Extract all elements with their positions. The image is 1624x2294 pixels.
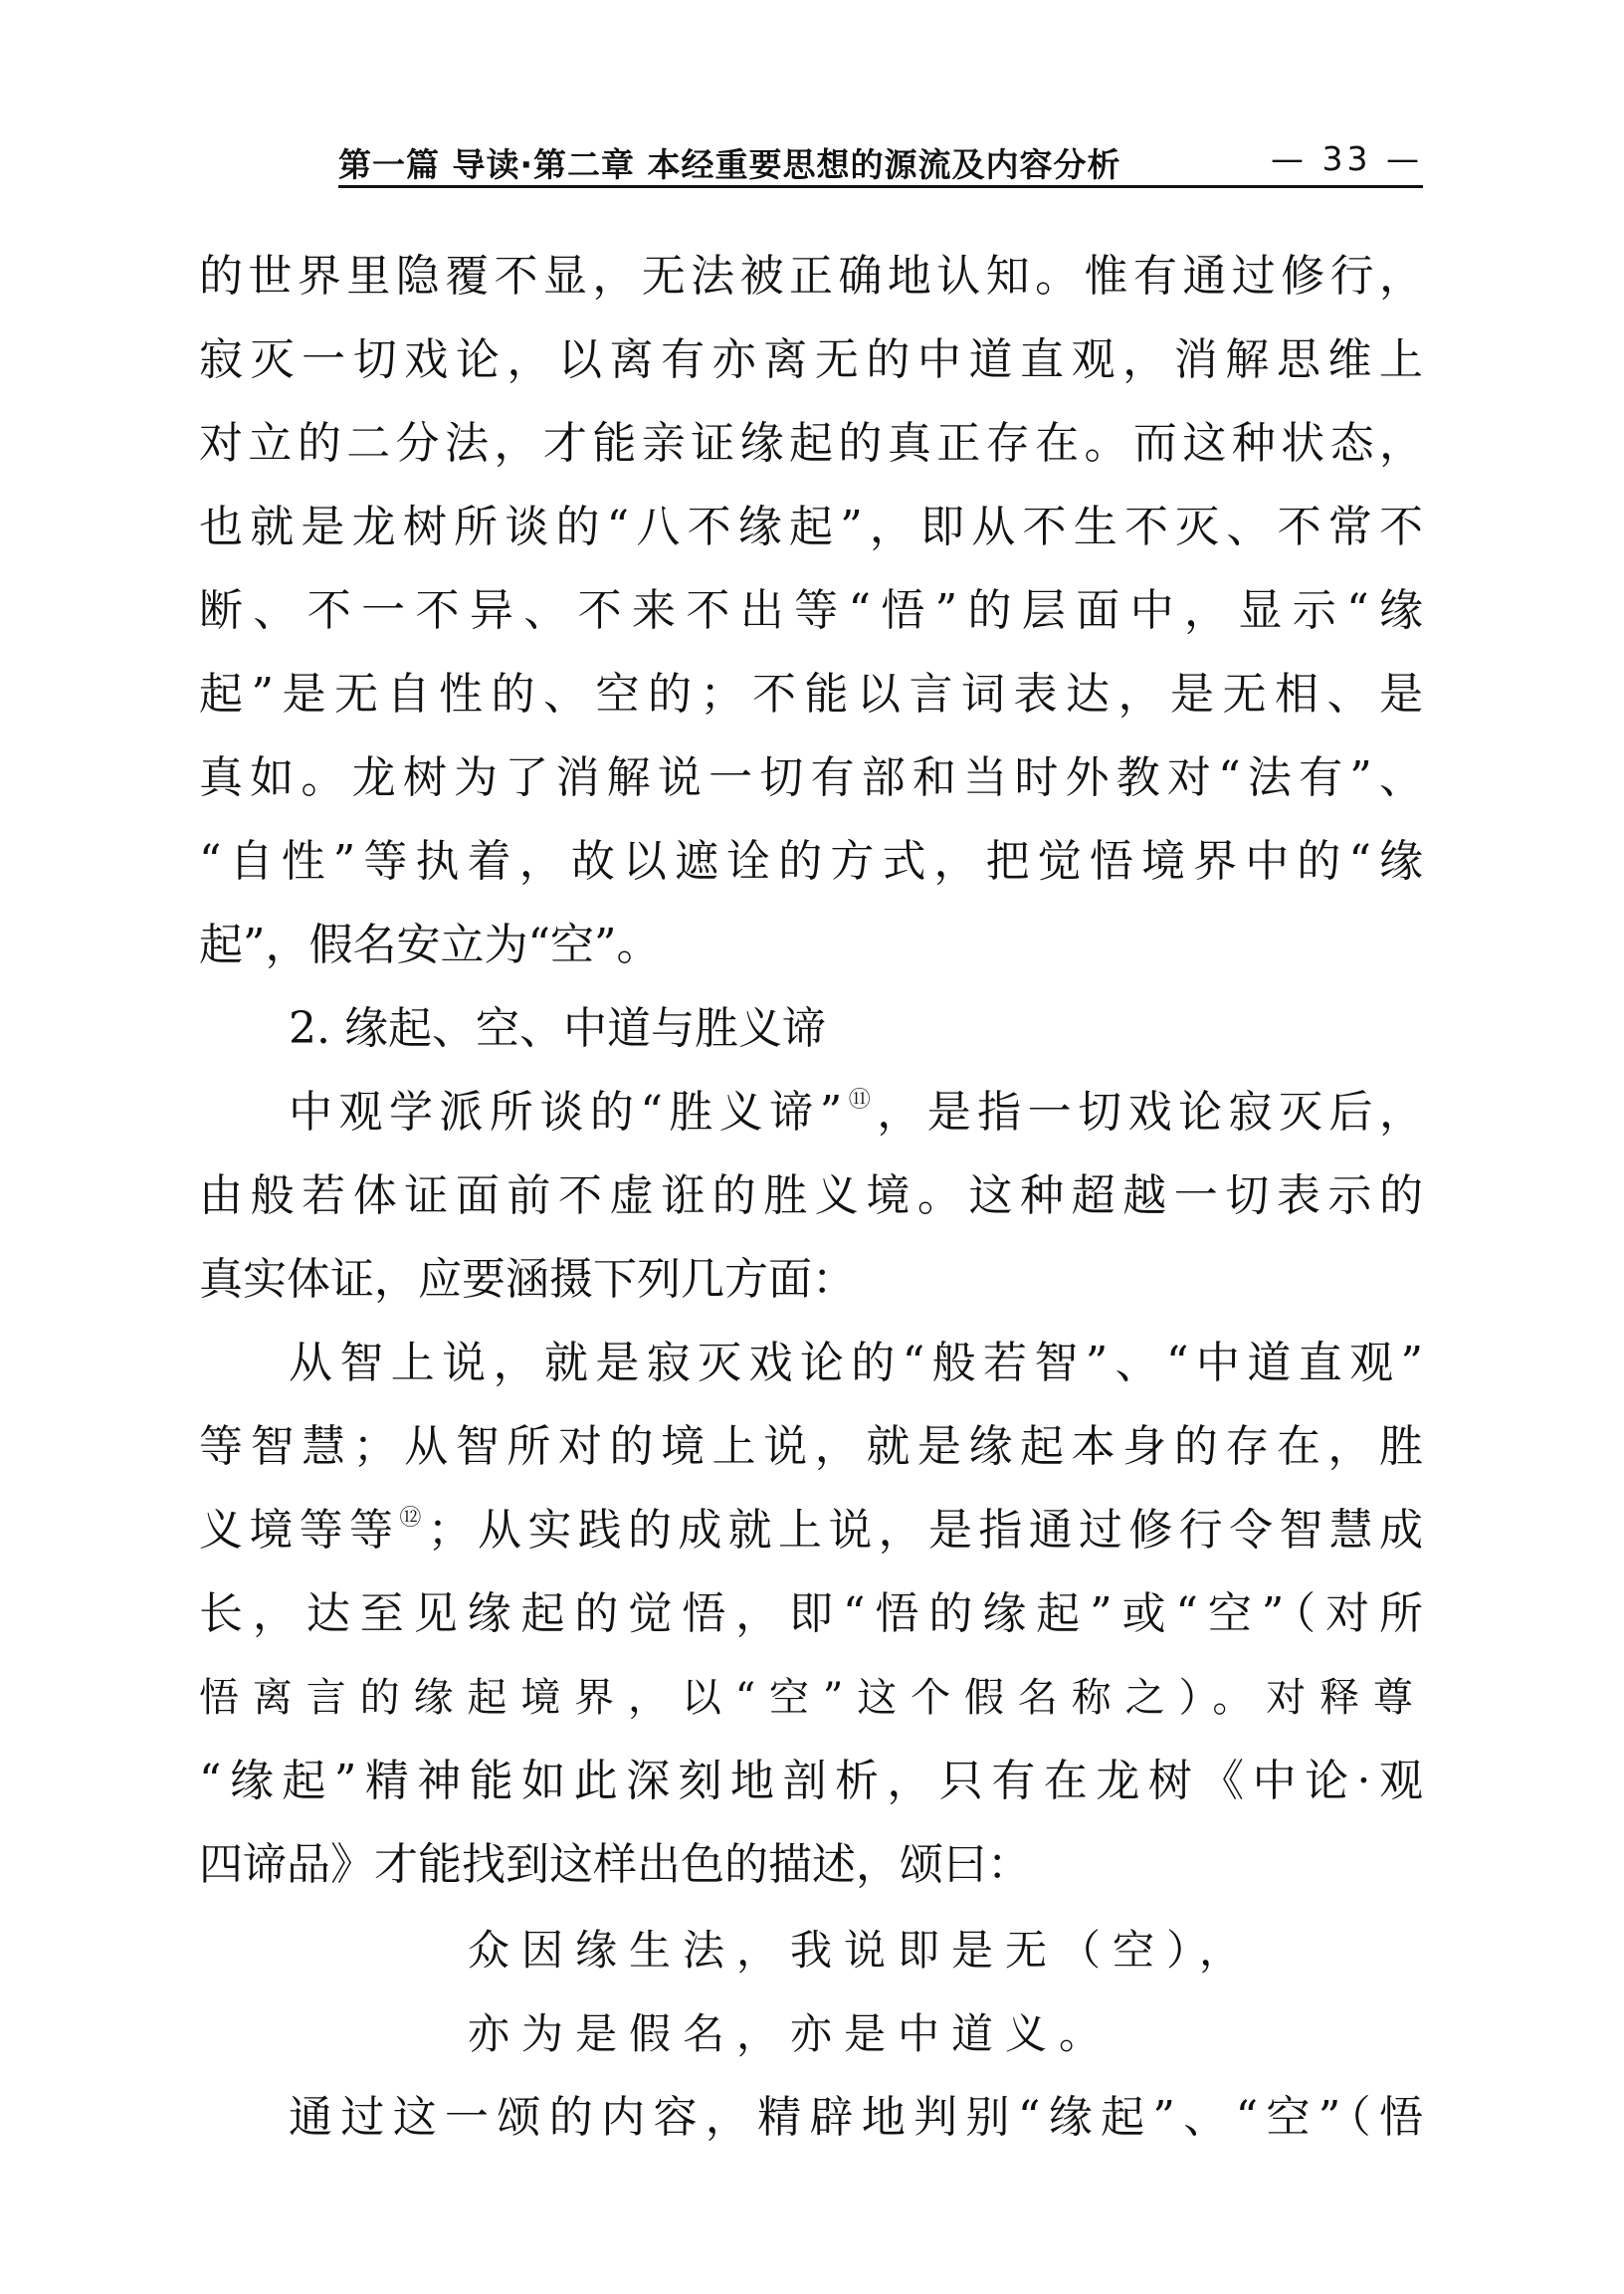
text-line: 由般若体证面前不虚诳的胜义境。这种超越一切表示的 xyxy=(199,1170,1423,1221)
text-line: 起”，假名安立为“空”。 xyxy=(199,920,661,970)
text-line: 四谛品》才能找到这样出色的描述，颂曰： xyxy=(199,1839,1031,1890)
text-line: 长，达至见缘起的觉悟，即“悟的缘起”或“空”（对所 xyxy=(199,1588,1423,1639)
running-header xyxy=(338,139,1423,185)
text-line: “自性”等执着，故以遮诠的方式，把觉悟境界中的“缘 xyxy=(199,836,1423,887)
verse-line: 亦为是假名，亦是中道义。 xyxy=(468,2009,1114,2058)
text-line: 真实体证，应要涵摄下列几方面： xyxy=(199,1254,856,1305)
text-line: “缘起”精神能如此深刻地剖析，只有在龙树《中论·观 xyxy=(199,1756,1423,1806)
text-line: 悟离言的缘起境界，以“空”这个假名称之）。对释尊 xyxy=(199,1675,1423,1721)
footnote-marker: ⑫ xyxy=(399,1506,428,1532)
text-line: 通过这一颂的内容，精辟地判别“缘起”、“空”（悟 xyxy=(289,2092,1423,2143)
page-number: — 33 — xyxy=(1271,139,1423,178)
verse-line: 众因缘生法，我说即是无（空）， xyxy=(468,1926,1254,1975)
text-line: 也就是龙树所谈的“八不缘起”，即从不生不灭、不常不 xyxy=(199,502,1423,552)
text-line: 断、不一不异、不来不出等“悟”的层面中，显示“缘 xyxy=(199,585,1423,636)
text-line: 从智上说，就是寂灭戏论的“般若智”、“中道直观” xyxy=(289,1338,1423,1388)
header-rule xyxy=(338,185,1423,188)
text-line: 起”是无自性的、空的；不能以言词表达，是无相、是 xyxy=(199,669,1423,720)
text-line: 寂灭一切戏论，以离有亦离无的中道直观，消解思维上 xyxy=(199,334,1423,385)
text-line: 等智慧；从智所对的境上说，就是缘起本身的存在，胜 xyxy=(199,1421,1423,1472)
footnote-marker: ⑪ xyxy=(842,1088,878,1114)
text-line: 对立的二分法，才能亲证缘起的真正存在。而这种状态， xyxy=(199,418,1423,469)
text-line: 中观学派所谈的“胜义谛”⑪，是指一切戏论寂灭后， xyxy=(289,1087,1423,1138)
text-line: 真如。龙树为了消解说一切有部和当时外教对“法有”、 xyxy=(199,752,1423,803)
running-header-title: 第一篇 导读·第二章 本经重要思想的源流及内容分析 xyxy=(338,145,1121,184)
text-line: 的世界里隐覆不显，无法被正确地认知。惟有通过修行， xyxy=(199,251,1423,302)
text-line: 义境等等⑫；从实践的成就上说，是指通过修行令智慧成 xyxy=(199,1505,1424,1556)
section-heading: 2. 缘起、空、中道与胜义谛 xyxy=(289,1003,826,1054)
